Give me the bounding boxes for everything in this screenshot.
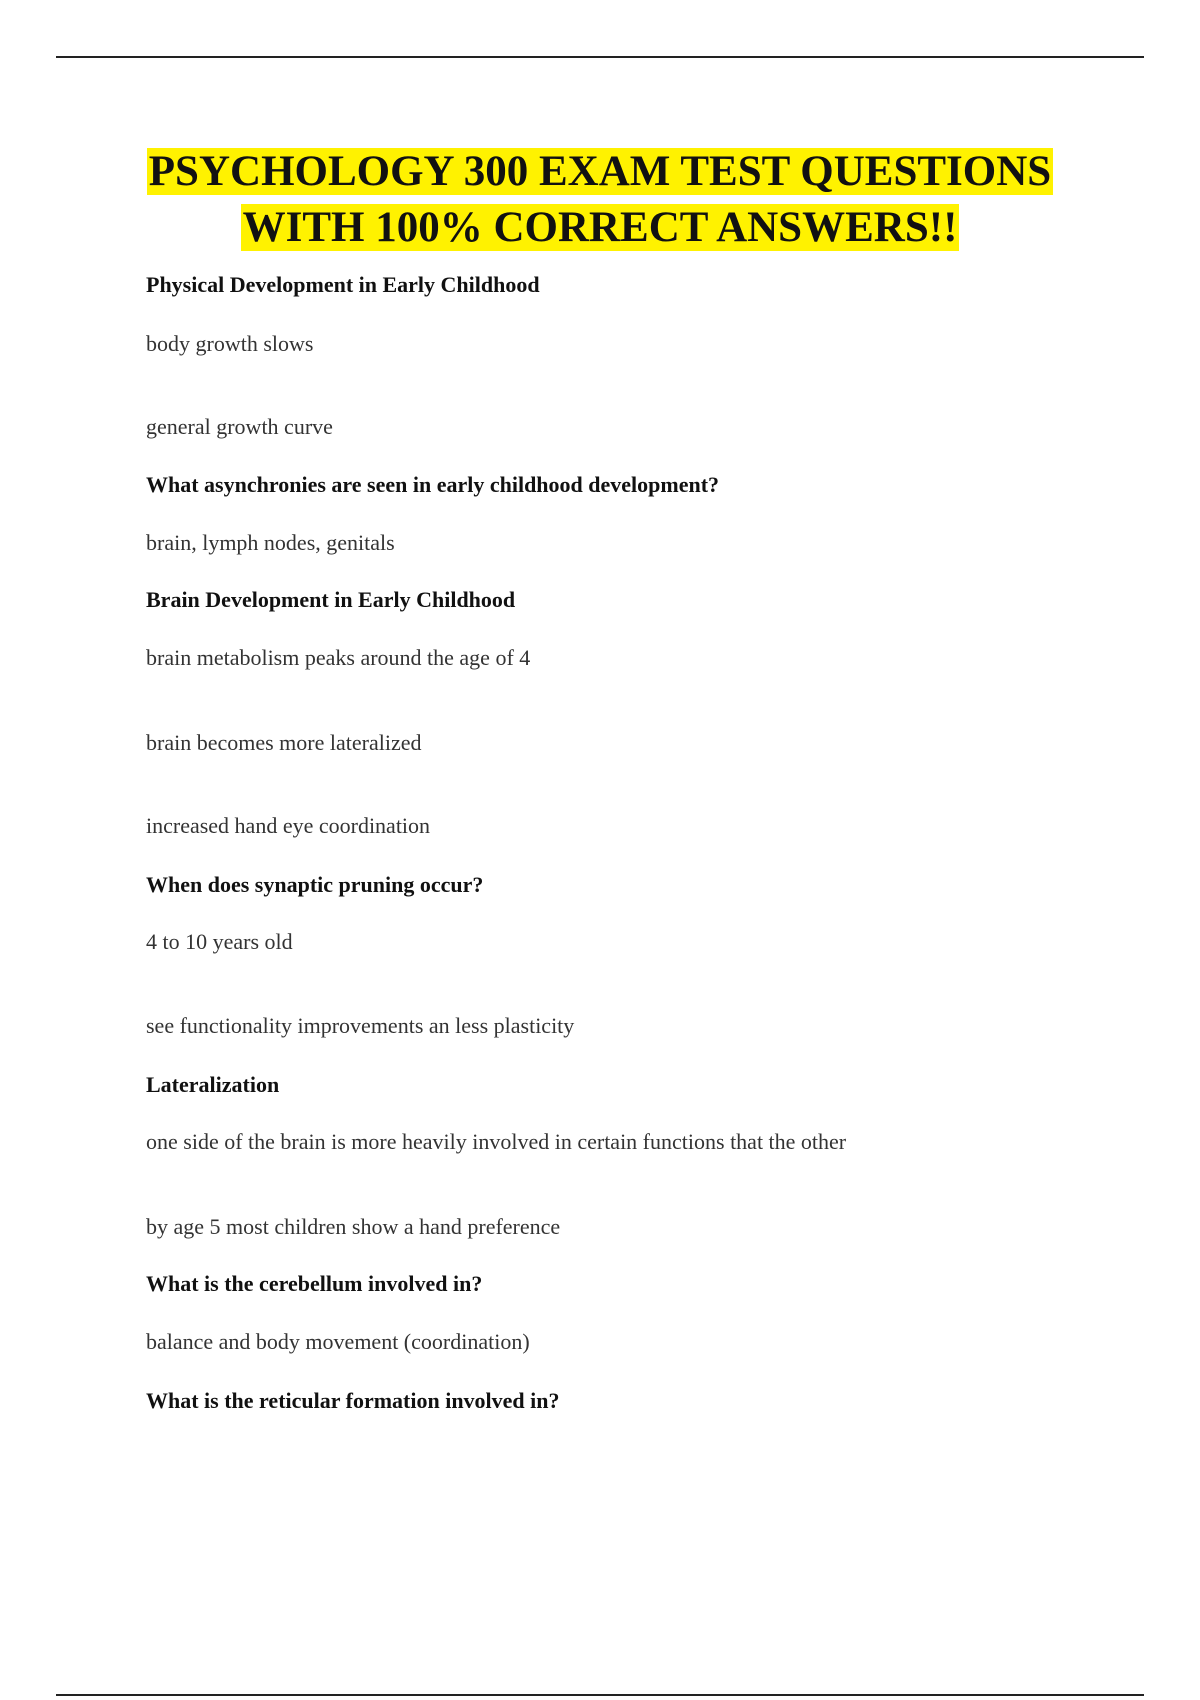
question-heading: Lateralization xyxy=(146,1072,280,1097)
answer-line: brain, lymph nodes, genitals xyxy=(146,530,395,555)
question-heading: When does synaptic pruning occur? xyxy=(146,872,484,897)
answer-line: body growth slows xyxy=(146,331,314,356)
answer-line: 4 to 10 years old xyxy=(146,929,293,954)
answer-line: increased hand eye coordination xyxy=(146,813,431,838)
answer-line: brain becomes more lateralized xyxy=(146,730,422,755)
answer-line: balance and body movement (coordination) xyxy=(146,1329,530,1354)
answer-line: one side of the brain is more heavily involved in certain functions that the other xyxy=(146,1129,847,1154)
document-title xyxy=(0,144,1200,256)
answer-line: general growth curve xyxy=(146,414,333,439)
question-heading: What is the reticular formation involved in? xyxy=(146,1388,560,1413)
top-rule xyxy=(56,56,1144,58)
question-heading: Brain Development in Early Childhood xyxy=(146,587,516,612)
answer-line: brain metabolism peaks around the age of 4 xyxy=(146,645,531,670)
title-line-2: WITH 100% CORRECT ANSWERS!! xyxy=(242,204,958,251)
title-line-1: PSYCHOLOGY 300 EXAM TEST QUESTIONS xyxy=(148,148,1052,195)
answer-line: see functionality improvements an less plasticity xyxy=(146,1013,575,1038)
answer-line: by age 5 most children show a hand preference xyxy=(146,1214,561,1239)
question-heading: Physical Development in Early Childhood xyxy=(146,272,540,297)
question-heading: What is the cerebellum involved in? xyxy=(146,1271,483,1296)
question-heading: What asynchronies are seen in early childhood development? xyxy=(146,472,720,497)
bottom-rule xyxy=(56,1694,1144,1696)
